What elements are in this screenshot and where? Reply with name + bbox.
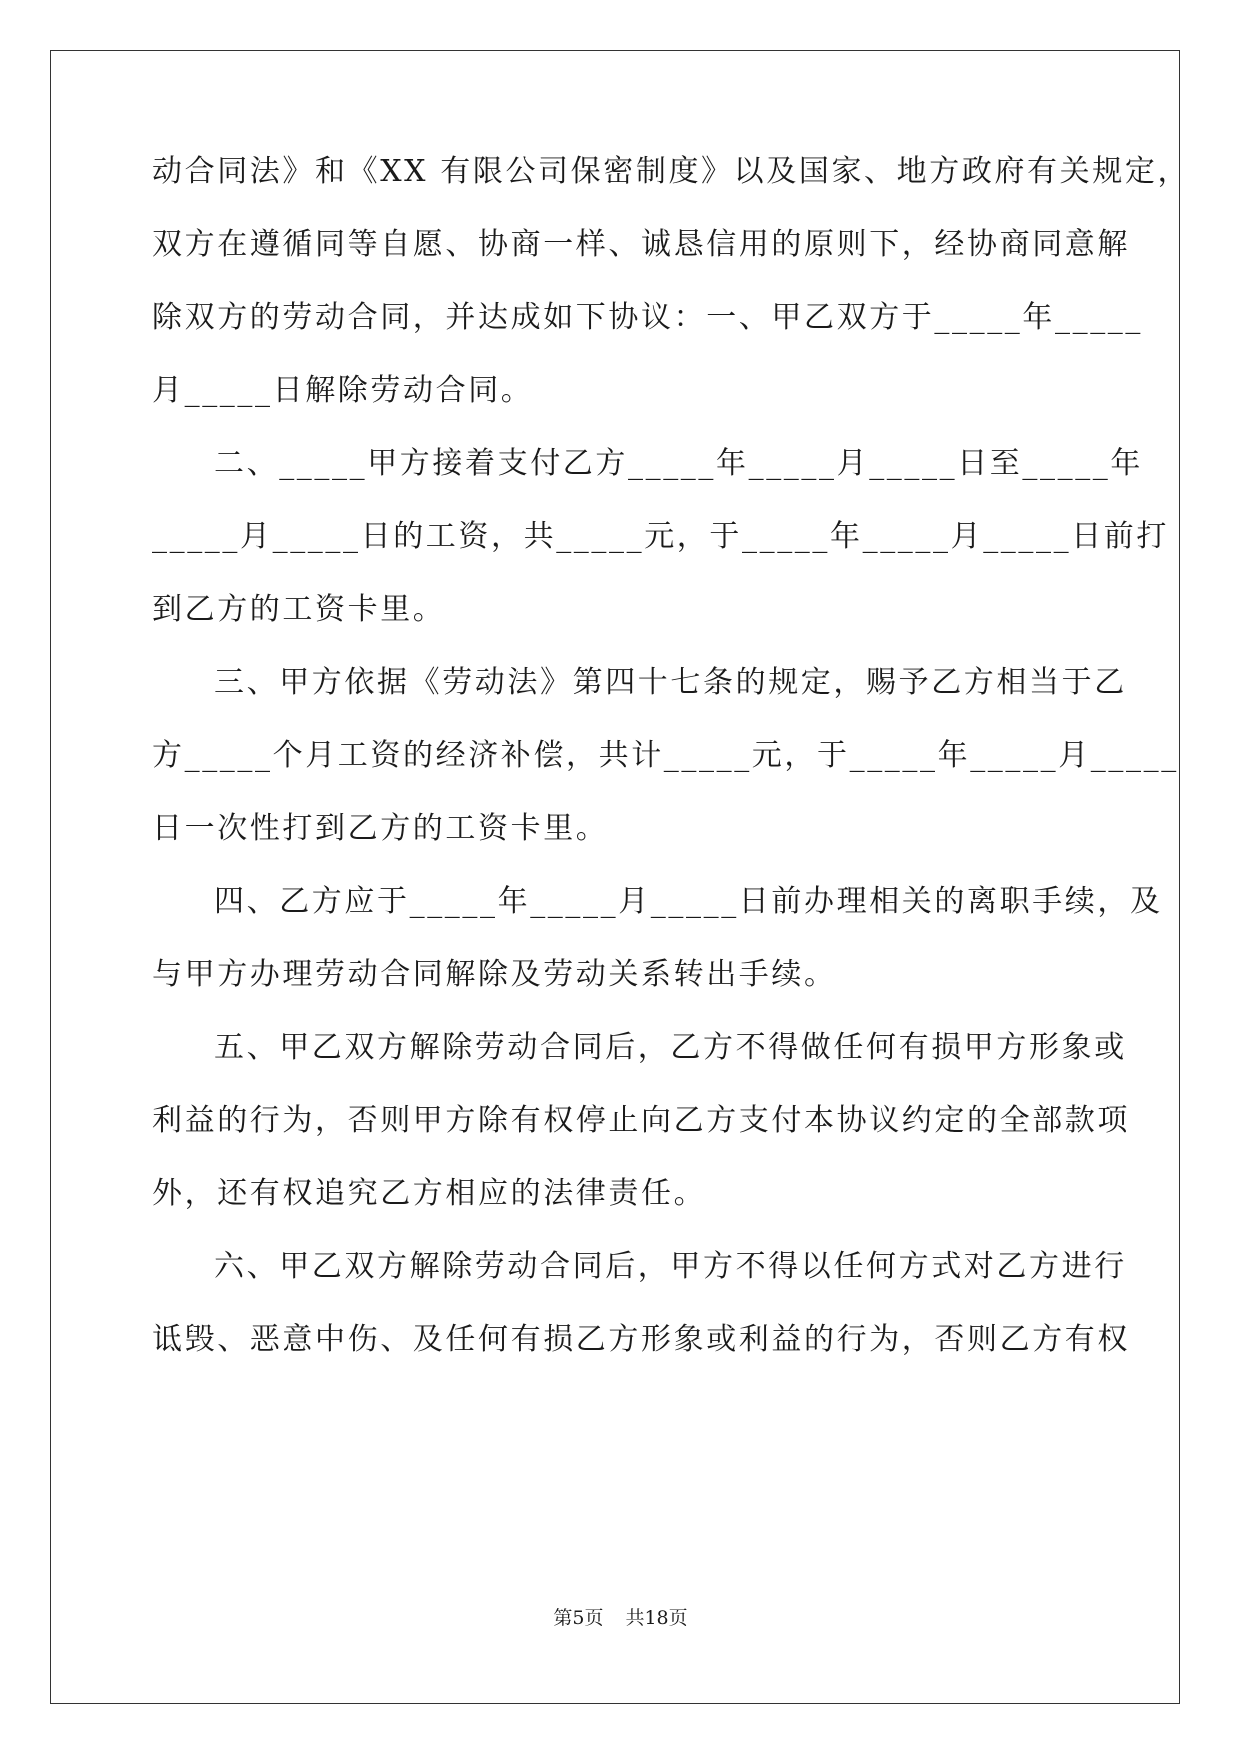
page-footer	[0, 1606, 1241, 1630]
text-line: 月_____日解除劳动合同。	[152, 373, 534, 408]
text-line: 二、_____甲方接着支付乙方_____年_____月_____日至_____年	[214, 446, 1143, 481]
page-number: 第5页	[553, 1607, 604, 1629]
text-line: 双方在遵循同等自愿、协商一样、诚恳信用的原则下，经协商同意解	[152, 227, 1130, 262]
text-line: 诋毁、恶意中伤、及任何有损乙方形象或利益的行为，否则乙方有权	[152, 1322, 1130, 1357]
text-line: 六、甲乙双方解除劳动合同后，甲方不得以任何方式对乙方进行	[214, 1249, 1127, 1284]
text-line: 日一次性打到乙方的工资卡里。	[152, 811, 609, 846]
text-line: 利益的行为，否则甲方除有权停止向乙方支付本协议约定的全部款项	[152, 1103, 1130, 1138]
text-line: 到乙方的工资卡里。	[152, 592, 446, 627]
text-line: 方_____个月工资的经济补偿，共计_____元，于_____年_____月_____	[152, 738, 1179, 773]
text-line: 除双方的劳动合同，并达成如下协议：一、甲乙双方于_____年_____	[152, 300, 1143, 335]
text-line: 四、乙方应于_____年_____月_____日前办理相关的离职手续，及	[214, 884, 1163, 919]
text-line: 外，还有权追究乙方相应的法律责任。	[152, 1176, 707, 1211]
page-total: 共18页	[625, 1607, 688, 1629]
text-line: 三、甲方依据《劳动法》第四十七条的规定，赐予乙方相当于乙	[214, 665, 1127, 700]
text-line: 五、甲乙双方解除劳动合同后，乙方不得做任何有损甲方形象或	[214, 1030, 1127, 1065]
text-line: 动合同法》和《XX 有限公司保密制度》以及国家、地方政府有关规定，	[152, 154, 1191, 189]
text-line: 与甲方办理劳动合同解除及劳动关系转出手续。	[152, 957, 837, 992]
text-line: _____月_____日的工资，共_____元，于_____年_____月_____日前打	[152, 519, 1169, 554]
